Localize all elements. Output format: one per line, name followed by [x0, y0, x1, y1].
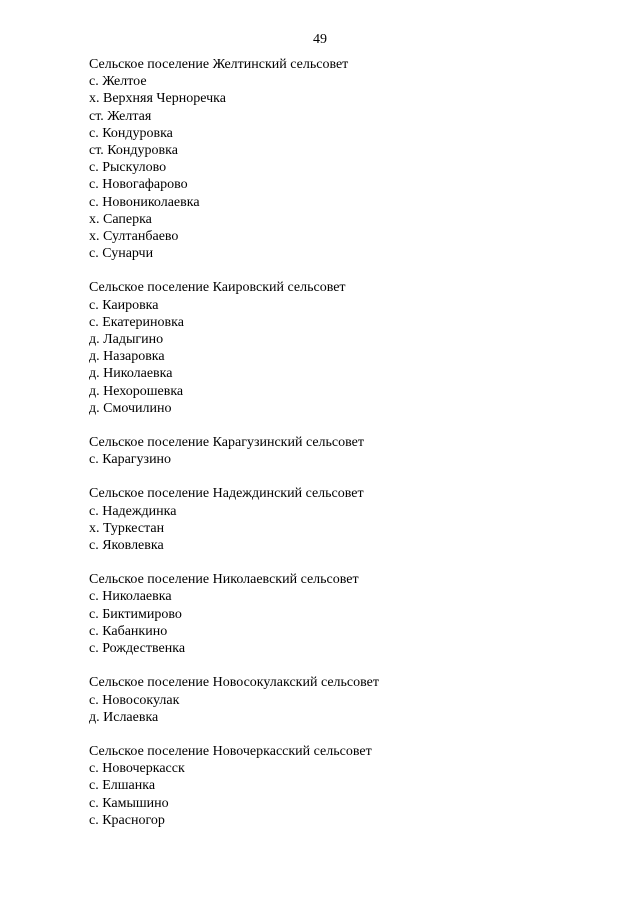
- settlement-item: с. Кондуровка: [89, 125, 173, 141]
- section-title: Сельское поселение Новочеркасский сельсовет: [89, 743, 372, 759]
- settlement-item: с. Екатериновка: [89, 314, 184, 330]
- settlement-item: с. Кабанкино: [89, 623, 168, 639]
- settlement-item: д. Ислаевка: [89, 709, 159, 725]
- settlement-item: с. Яковлевка: [89, 538, 164, 554]
- section-title: Сельское поселение Надеждинский сельсовет: [89, 486, 364, 502]
- settlement-item: д. Ладыгино: [89, 332, 164, 348]
- settlement-item: с. Елшанка: [89, 778, 156, 794]
- settlement-item: с. Сунарчи: [89, 246, 154, 262]
- settlement-item: с. Новониколаевка: [89, 194, 200, 210]
- settlement-item: с. Камышино: [89, 795, 169, 811]
- document-body: [89, 56, 569, 846]
- settlement-section: [89, 485, 569, 554]
- page-number: 49: [313, 32, 327, 47]
- settlement-item: с. Рождественка: [89, 641, 186, 657]
- section-title: Сельское поселение Желтинский сельсовет: [89, 57, 349, 72]
- section-title: Сельское поселение Новосокулакский сельсовет: [89, 675, 379, 691]
- settlement-item: с. Николаевка: [89, 589, 172, 605]
- settlement-item: с. Новочеркасск: [89, 761, 185, 777]
- settlement-section: [89, 674, 569, 726]
- section-title: Сельское поселение Каировский сельсовет: [89, 280, 346, 296]
- settlement-item: с. Биктимирово: [89, 606, 182, 622]
- settlement-section: [89, 743, 569, 829]
- settlement-item: д. Нехорошевка: [89, 383, 184, 399]
- settlement-item: х. Султанбаево: [89, 229, 179, 245]
- settlement-item: с. Желтое: [89, 74, 147, 90]
- settlement-item: с. Надеждинка: [89, 503, 177, 519]
- settlement-section: [89, 571, 569, 657]
- settlement-item: ст. Желтая: [89, 108, 152, 124]
- settlement-item: ст. Кондуровка: [89, 143, 178, 159]
- settlement-item: д. Назаровка: [89, 349, 165, 365]
- settlement-item: х. Туркестан: [89, 520, 165, 536]
- settlement-item: с. Красногор: [89, 812, 165, 828]
- settlement-section: [89, 279, 569, 417]
- settlement-item: с. Новогафарово: [89, 177, 188, 193]
- settlement-item: с. Каировка: [89, 297, 159, 313]
- settlement-item: с. Рыскулово: [89, 160, 167, 176]
- settlement-item: д. Смочилино: [89, 400, 172, 416]
- settlement-item: с. Карагузино: [89, 452, 172, 468]
- settlement-section: [89, 434, 569, 468]
- settlement-section: [89, 56, 569, 262]
- settlement-item: х. Верхняя Черноречка: [89, 91, 226, 107]
- section-title: Сельское поселение Карагузинский сельсовет: [89, 435, 365, 451]
- settlement-item: х. Саперка: [89, 211, 152, 227]
- settlement-item: с. Новосокулак: [89, 692, 180, 708]
- settlement-item: д. Николаевка: [89, 366, 173, 382]
- section-title: Сельское поселение Николаевский сельсовет: [89, 572, 359, 588]
